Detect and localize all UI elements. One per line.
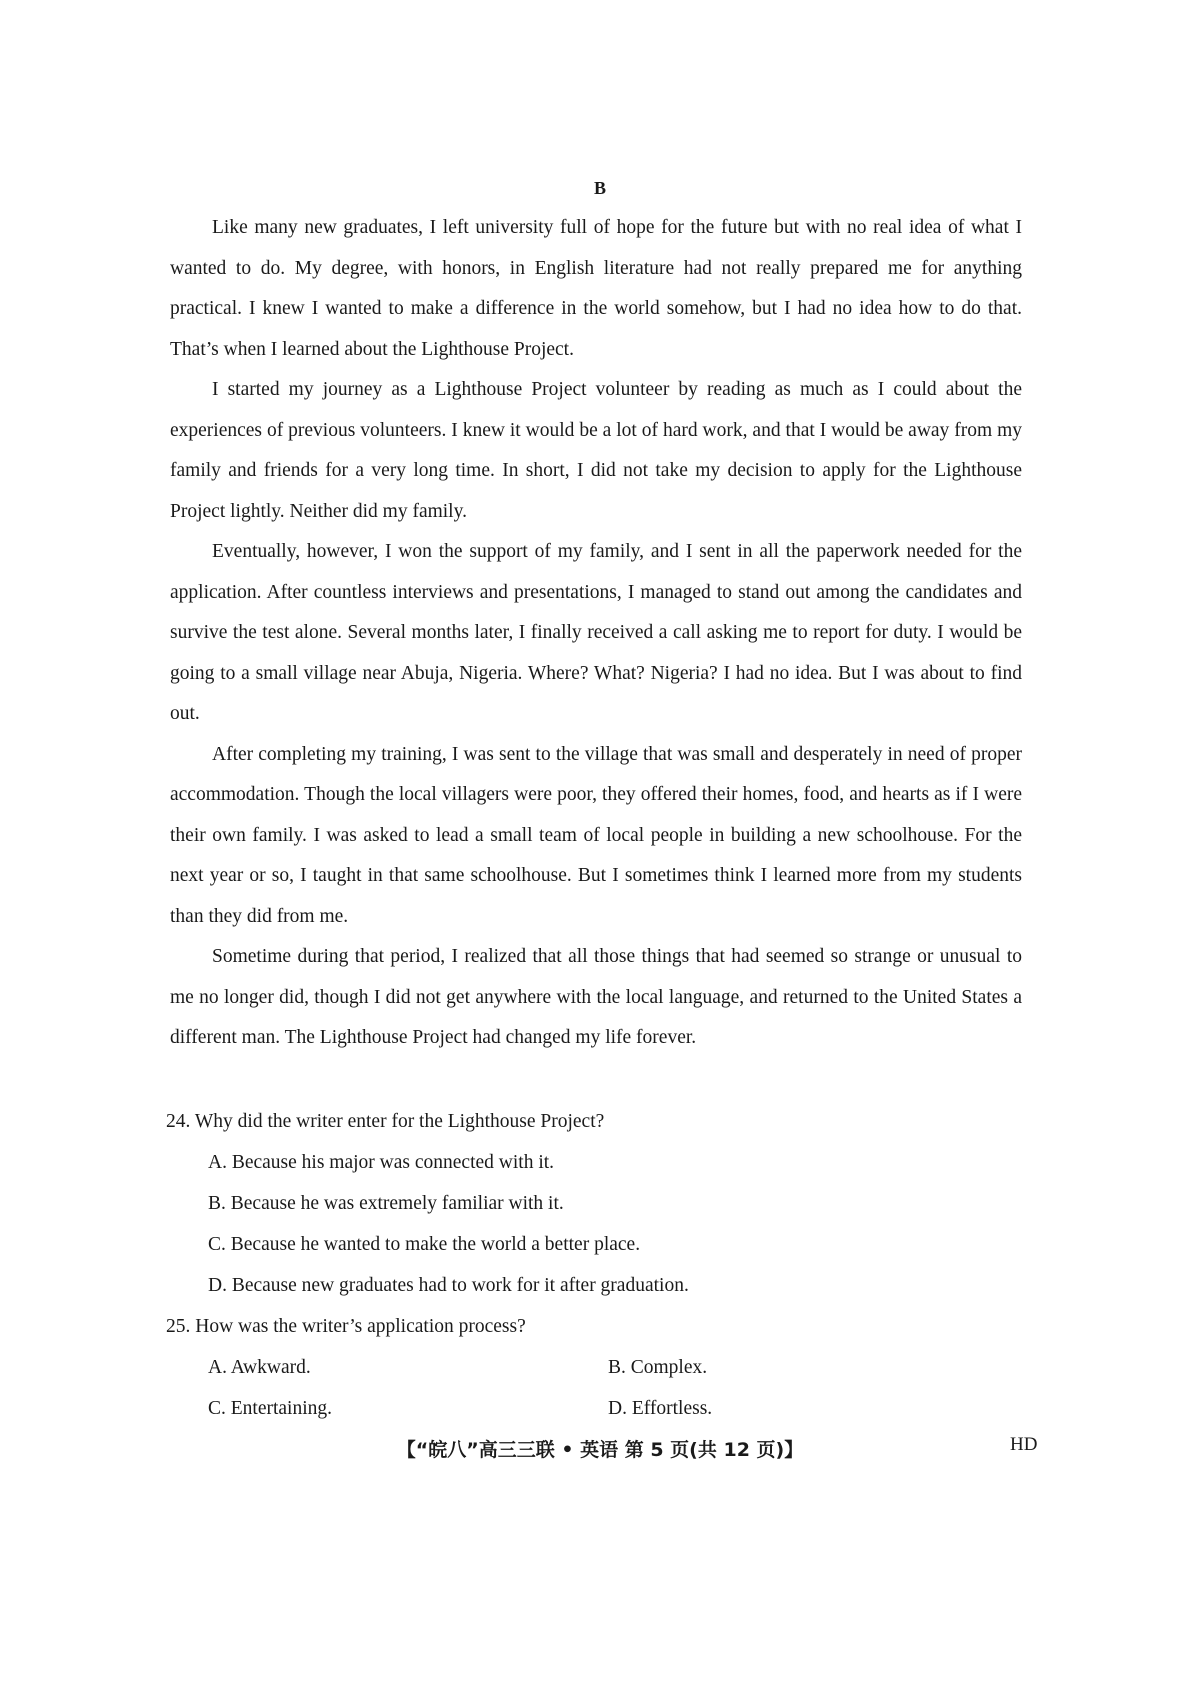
question-list (166, 1101, 1026, 1429)
option-b: B. Because he was extremely familiar with it. (208, 1193, 564, 1214)
passage-paragraph: I started my journey as a Lighthouse Project volunteer by reading as much as I could about the experiences of previous volunteers. I knew it would be a lot of hard work, and that I would be away from my family and friends for a very long time. In short, I did not take my decision to apply for the Lighthouse Project lightly. Neither did my family. (170, 379, 1022, 522)
question-25 (166, 1306, 1026, 1429)
option-c: C. Because he wanted to make the world a better place. (208, 1234, 641, 1255)
page-footer: 【“皖八”高三三联 • 英语 第 5 页(共 12 页)】 (396, 1439, 804, 1461)
option-c: C. Entertaining. (208, 1398, 333, 1419)
option-d: D. Because new graduates had to work for it after graduation. (208, 1275, 689, 1296)
option-a: A. Because his major was connected with it. (208, 1152, 555, 1173)
question-stem: 24. Why did the writer enter for the Lighthouse Project? (166, 1111, 605, 1132)
footer-code: HD (1010, 1434, 1038, 1455)
passage-paragraph: Like many new graduates, I left university full of hope for the future but with no real idea of what I wanted to do. My degree, with honors, in English literature had not really prepared me for anything practical. I knew I wanted to make a difference in the world somehow, but I had no idea how to do that. That’s when I learned about the Lighthouse Project. (170, 217, 1022, 360)
section-heading: B (593, 178, 606, 198)
option-b: B. Complex. (608, 1357, 708, 1378)
passage-paragraph: Eventually, however, I won the support of my family, and I sent in all the paperwork needed for the application. After countless interviews and presentations, I managed to stand out among the candidates and survive the test alone. Several months later, I finally received a call asking me to report for duty. I would be going to a small village near Abuja, Nigeria. Where? What? Nigeria? I had no idea. But I was about to find out. (170, 541, 1022, 724)
passage-paragraph: Sometime during that period, I realized that all those things that had seemed so strange or unusual to me no longer did, though I did not get anywhere with the local language, and returned to the United States a different man. The Lighthouse Project had changed my life forever. (170, 946, 1022, 1048)
question-24 (166, 1101, 1026, 1306)
answer-options (166, 1347, 1026, 1429)
passage-paragraph: After completing my training, I was sent to the village that was small and desperately in need of proper accommodation. Though the local villagers were poor, they offered their homes, food, and hearts as if I were their own family. I was asked to lead a small team of local people in building a new schoolhouse. For the next year or so, I taught in that same schoolhouse. But I sometimes think I learned more from my students than they did from me. (170, 743, 1022, 927)
reading-passage (170, 208, 1022, 1059)
answer-options (166, 1142, 1026, 1306)
option-a: A. Awkward. (208, 1357, 311, 1378)
question-stem: 25. How was the writer’s application process? (166, 1316, 526, 1337)
option-d: D. Effortless. (608, 1398, 713, 1419)
